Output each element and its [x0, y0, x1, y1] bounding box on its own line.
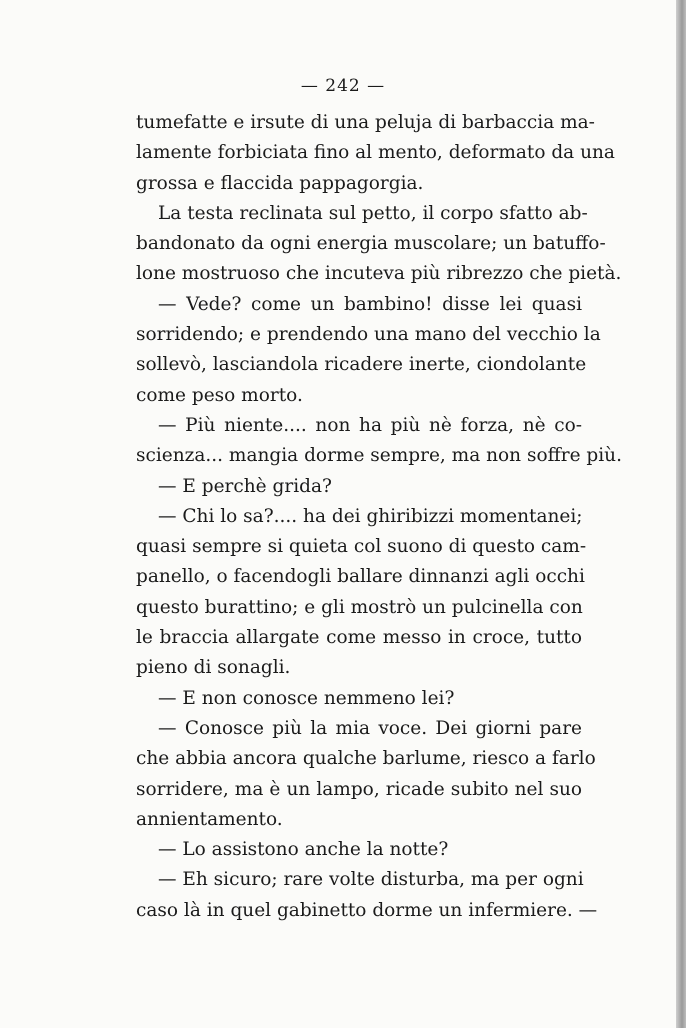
page-number: — 24​2 —: [300, 76, 386, 96]
text-line: lamente forbiciata fino al mento, deformato da una: [136, 142, 615, 164]
paragraph: [136, 199, 622, 290]
text-line: — Vede? come un bambino! disse lei quasi: [158, 293, 582, 315]
paragraph: [136, 865, 598, 926]
paragraph: [136, 290, 601, 411]
text-line: lone mostruoso che incuteva più ribrezzo che pietà.: [136, 263, 622, 285]
text-line: — Lo assistono anche la notte?: [158, 839, 449, 861]
paragraph: [136, 472, 582, 502]
paragraph: [136, 835, 582, 865]
paragraph: [136, 502, 587, 684]
text-line: tumefatte e irsute di una peluja di barbaccia ma-: [136, 112, 595, 133]
text-line: panello, o facendogli ballare dinnanzi agli occhi: [136, 566, 585, 588]
text-line: — E non conosce nemmeno lei?: [158, 687, 455, 709]
text-line: caso là in quel gabinetto dorme un infermiere. —: [136, 899, 598, 921]
text-line: — Eh sicuro; rare volte disturba, ma per ogni: [158, 869, 584, 891]
text-line: — E perchè grida?: [158, 475, 332, 497]
paragraph: [136, 714, 596, 835]
text-line: quasi sempre si quieta col suono di questo cam-: [136, 536, 587, 558]
text-line: che abbia ancora qualche barlume, riesco a farlo: [136, 748, 596, 770]
text-line: La testa reclinata sul petto, il corpo sfatto ab-: [158, 202, 588, 224]
paragraph: [136, 108, 615, 199]
text-line: — Conosce più la mia voce. Dei giorni pare: [158, 717, 582, 739]
text-line: bandonato da ogni energia muscolare; un batuffo-: [136, 233, 606, 255]
text-line: sorridendo; e prendendo una mano del vecchio la: [136, 324, 601, 346]
text-line: — Più niente.... non ha più nè forza, nè co-: [158, 414, 582, 436]
text-line: grossa e flaccida pappagorgia.: [136, 172, 424, 194]
paragraph: [136, 684, 582, 714]
page-edge-shadow: [676, 0, 686, 1028]
body-text: [136, 108, 622, 926]
text-line: le braccia allargate come messo in croce, tutto: [136, 627, 582, 649]
text-line: sollevò, lasciandola ricadere inerte, ciondolante: [136, 354, 587, 376]
text-line: — Chi lo sa?.... ha dei ghiribizzi momentanei;: [158, 505, 583, 527]
text-line: questo burattino; e gli mostrò un pulcinella con: [136, 596, 583, 618]
text-line: pieno di sonagli.: [136, 657, 291, 679]
paragraph: [136, 411, 622, 472]
text-line: come peso morto.: [136, 384, 303, 406]
text-line: annientamento.: [136, 808, 283, 830]
text-line: sorridere, ma è un lampo, ricade subito nel suo: [136, 778, 582, 800]
text-line: scienza... mangia dorme sempre, ma non soffre più.: [136, 445, 622, 467]
